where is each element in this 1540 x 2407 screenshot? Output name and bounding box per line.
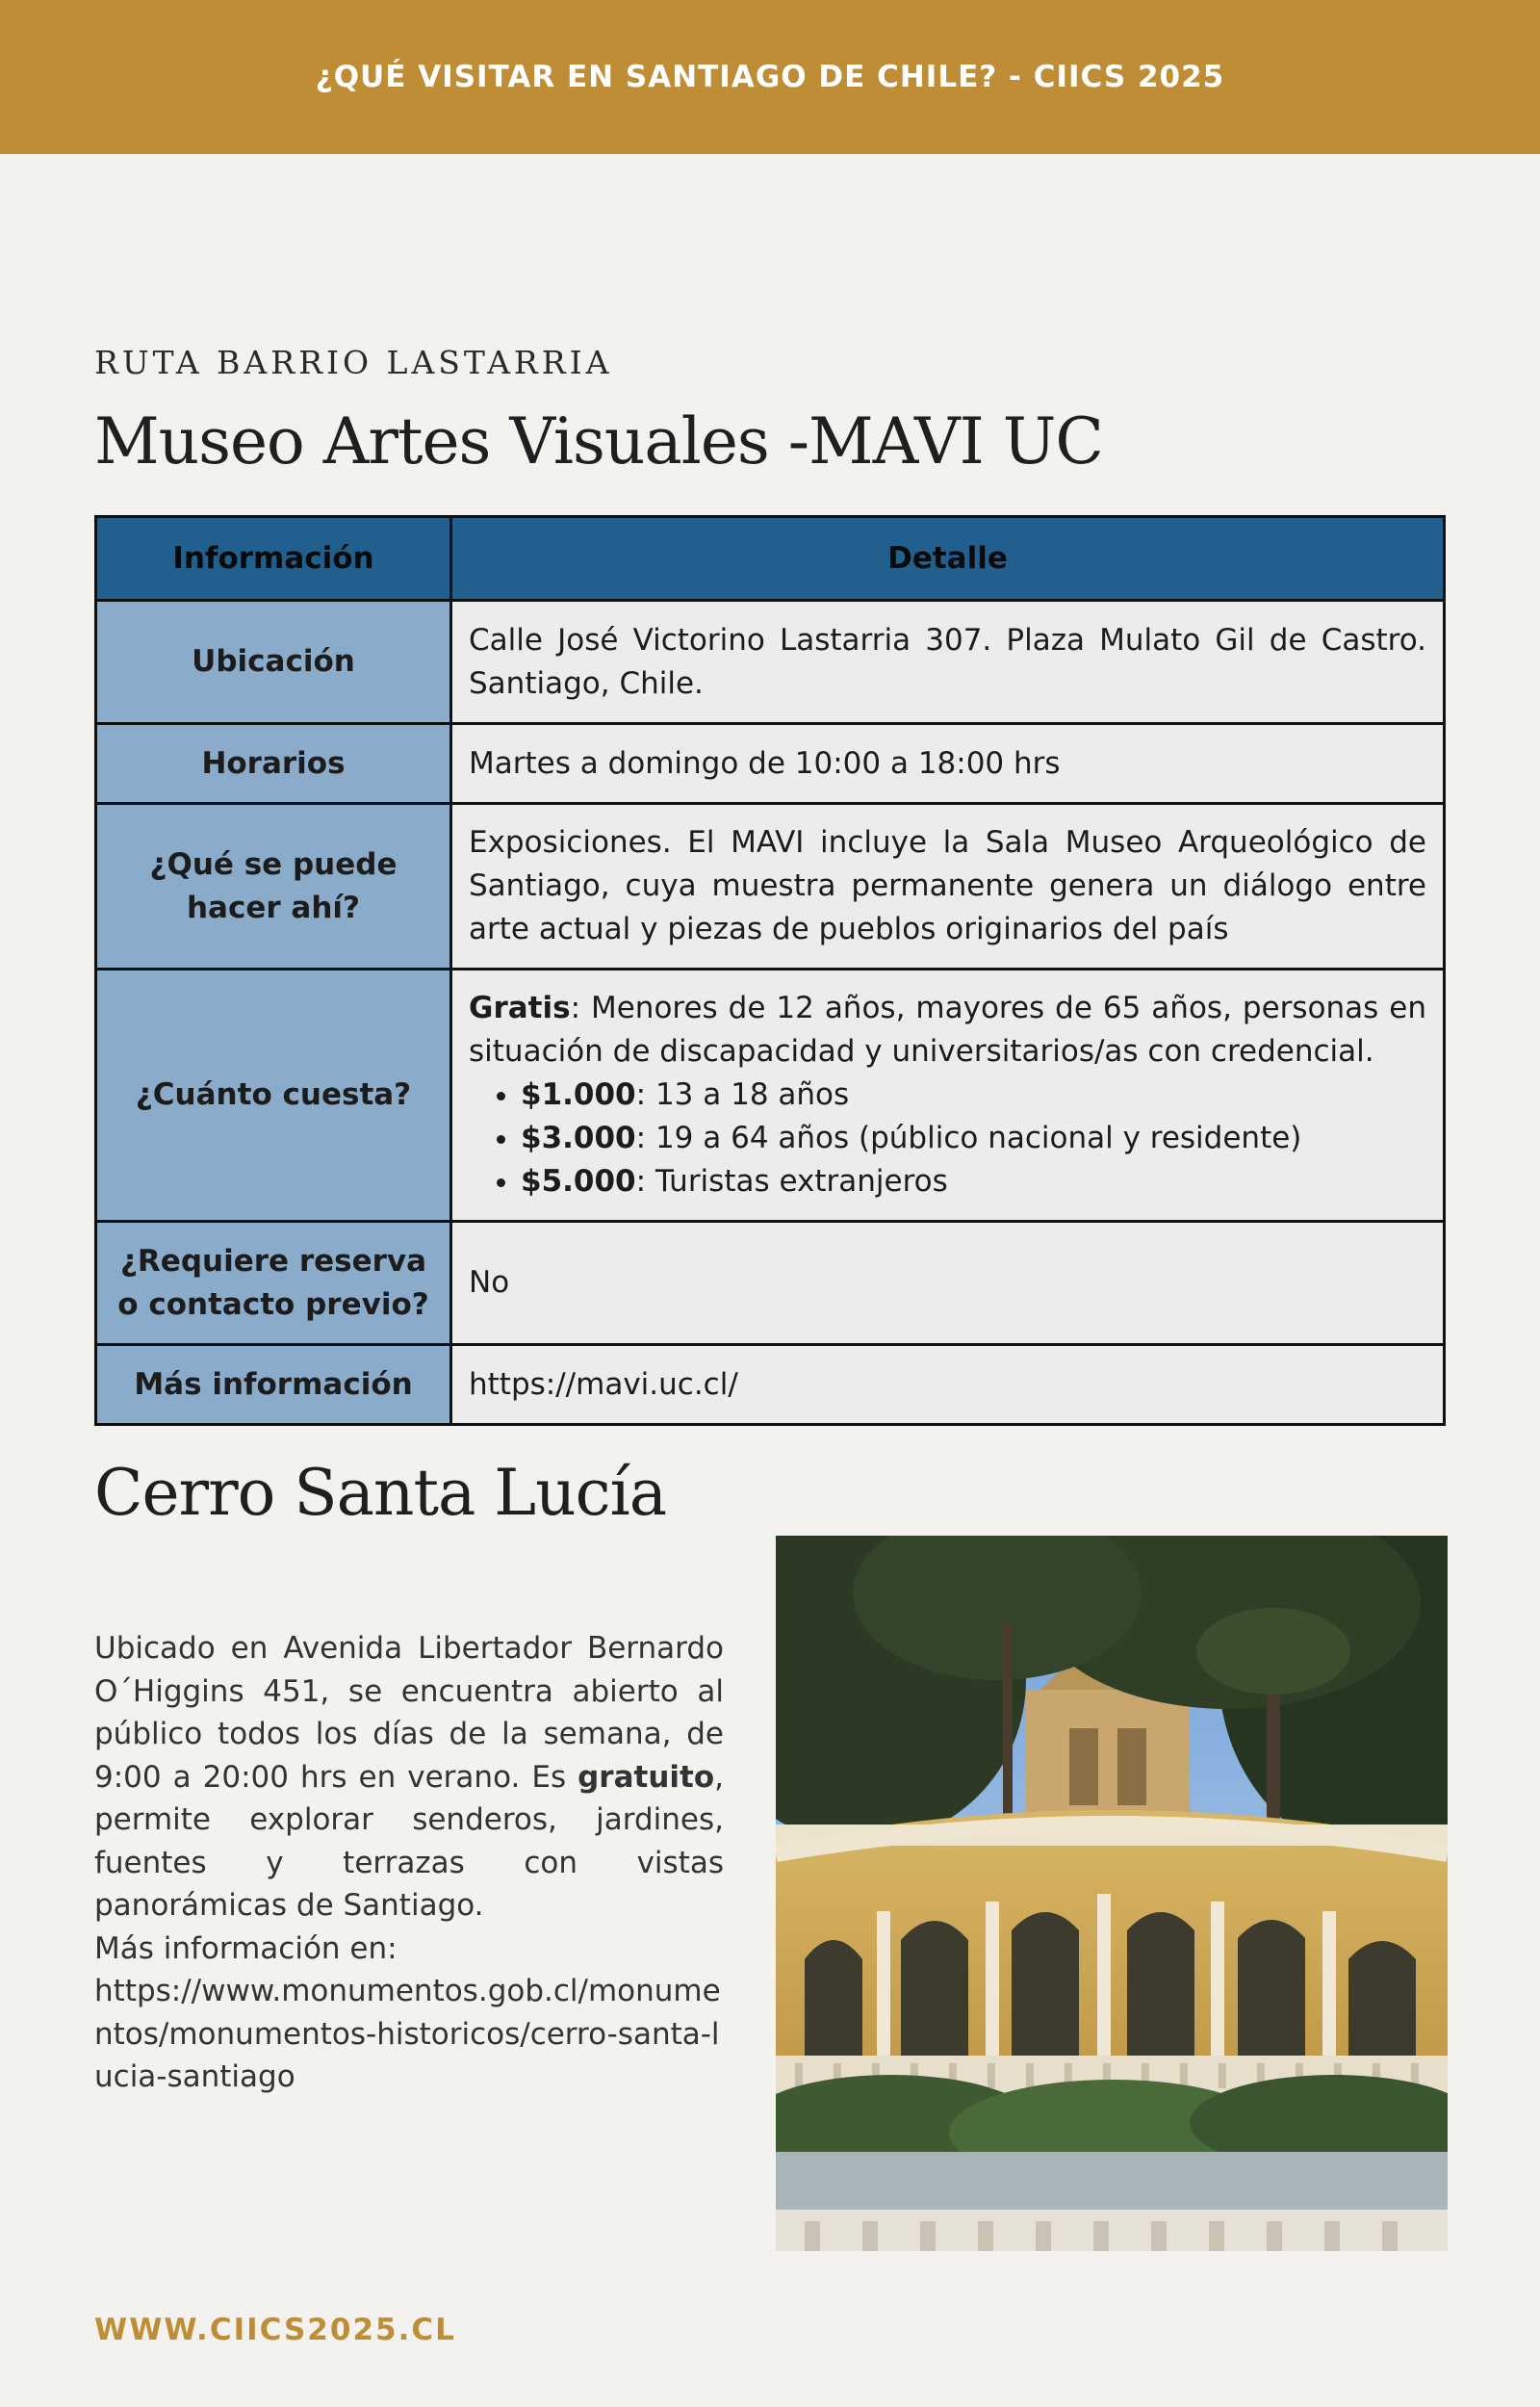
table-row xyxy=(96,601,1445,724)
table-row xyxy=(96,970,1445,1222)
row-value-location: Calle José Victorino Lastarria 307. Plaza Mulato Gil de Castro. Santiago, Chile. xyxy=(451,601,1445,724)
list-item xyxy=(521,1160,1426,1204)
header-bar xyxy=(0,0,1540,154)
row-label-hours: Horarios xyxy=(96,724,451,804)
table-row xyxy=(96,724,1445,804)
price-amount: $1.000 xyxy=(521,1077,636,1112)
row-label-reservation: ¿Requiere reserva o contacto previo? xyxy=(96,1222,451,1345)
price-text: : Turistas extranjeros xyxy=(635,1164,948,1199)
table-row xyxy=(96,1345,1445,1425)
row-value-more-info[interactable]: https://mavi.uc.cl/ xyxy=(451,1345,1445,1425)
price-list xyxy=(469,1074,1426,1204)
row-value-reservation: No xyxy=(451,1222,1445,1345)
table-header-row xyxy=(96,517,1445,601)
list-item xyxy=(521,1117,1426,1160)
row-label-location: Ubicación xyxy=(96,601,451,724)
cerro-title: Cerro Santa Lucía xyxy=(94,1456,667,1530)
header-title: ¿QUÉ VISITAR EN SANTIAGO DE CHILE? - CIICS 2025 xyxy=(315,60,1225,94)
cerro-more-link[interactable]: https://www.monumentos.gob.cl/monumentos/monumentos-historicos/cerro-santa-lucia-santiago xyxy=(94,1974,721,2094)
route-kicker: RUTA BARRIO LASTARRIA xyxy=(94,344,613,381)
cerro-paragraph xyxy=(94,1627,724,1928)
cerro-description xyxy=(94,1627,724,2099)
price-free-label: Gratis xyxy=(469,991,571,1025)
museum-info-table xyxy=(94,515,1446,1426)
price-text: : 19 a 64 años (público nacional y residente) xyxy=(635,1121,1302,1155)
row-label-price: ¿Cuánto cuesta? xyxy=(96,970,451,1222)
list-item xyxy=(521,1074,1426,1117)
cerro-more-label: Más información en: xyxy=(94,1930,398,1966)
row-value-price xyxy=(451,970,1445,1222)
col-detail-header: Detalle xyxy=(451,517,1445,601)
cerro-text-before: Ubicado en Avenida Libertador Bernardo O´Higgins 451, se encuentra abierto al público todos los días de la semana, de 9:00 a 20:00 hrs en verano. Es xyxy=(94,1631,724,1795)
cerro-text-bold: gratuito xyxy=(578,1759,715,1795)
col-info-header: Información xyxy=(96,517,451,601)
museum-title: Museo Artes Visuales -MAVI UC xyxy=(94,404,1103,479)
row-label-activities: ¿Qué se puede hacer ahí? xyxy=(96,804,451,970)
cerro-santa-lucia-photo xyxy=(776,1536,1448,2251)
footer-website[interactable]: WWW.CIICS2025.CL xyxy=(94,2313,456,2347)
cerro-text-after: , permite explorar senderos, jardines, fuentes y terrazas con vistas panorámicas de Santiago. xyxy=(94,1759,724,1923)
price-amount: $3.000 xyxy=(521,1121,636,1155)
table-row xyxy=(96,1222,1445,1345)
price-amount: $5.000 xyxy=(521,1164,636,1199)
row-label-more-info: Más información xyxy=(96,1345,451,1425)
price-text: : 13 a 18 años xyxy=(635,1077,850,1112)
price-free-line xyxy=(469,987,1426,1074)
table-row xyxy=(96,804,1445,970)
row-value-hours: Martes a domingo de 10:00 a 18:00 hrs xyxy=(451,724,1445,804)
price-free-text: : Menores de 12 años, mayores de 65 años, personas en situación de discapacidad y universitarios/as con credencial. xyxy=(469,991,1426,1069)
row-value-activities: Exposiciones. El MAVI incluye la Sala Museo Arqueológico de Santiago, cuya muestra permanente genera un diálogo entre arte actual y piezas de pueblos originarios del país xyxy=(451,804,1445,970)
